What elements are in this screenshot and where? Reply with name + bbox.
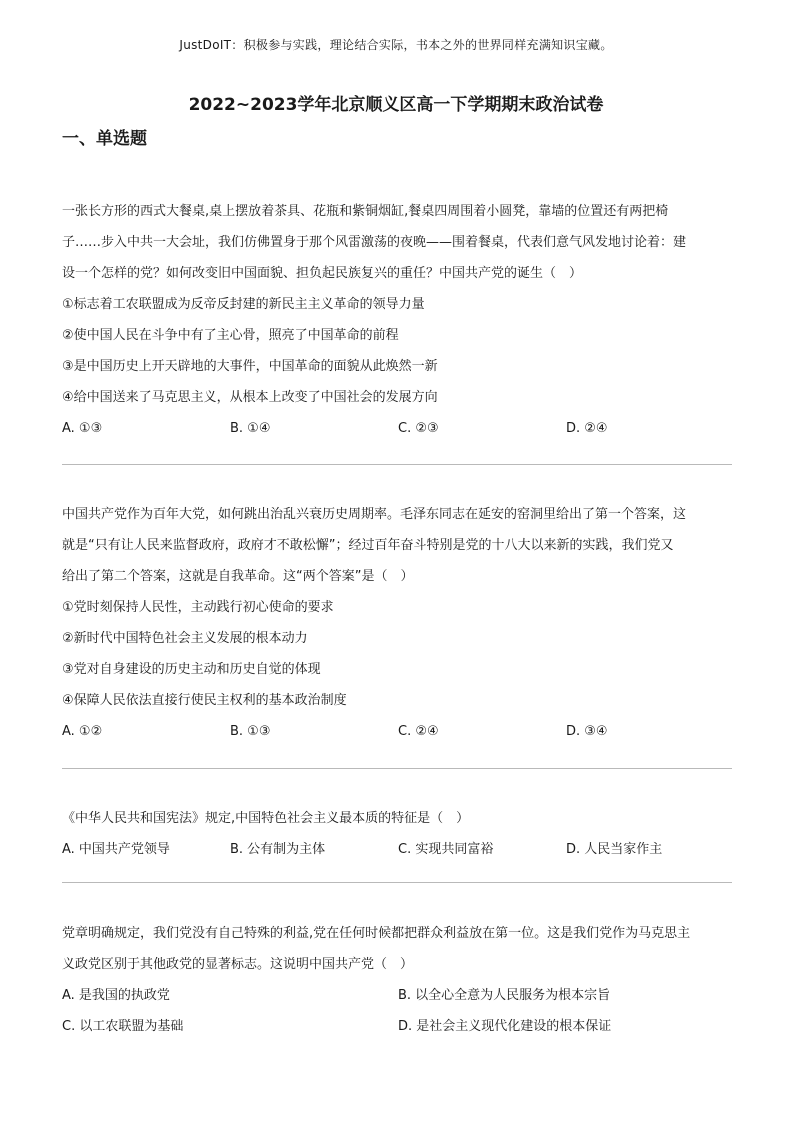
answer-options — [62, 980, 734, 1011]
question-stem — [62, 196, 734, 289]
option-d[interactable]: D. 人民当家作主 — [566, 842, 663, 857]
answer-options — [62, 1011, 734, 1042]
stem-line: 党章明确规定，我们党没有自己特殊的利益,党在任何时候都把群众利益放在第一位。这是我们党作为马克思主 — [62, 926, 691, 941]
option-b[interactable]: B. 公有制为主体 — [230, 842, 326, 857]
option-a[interactable]: A. 是我国的执政党 — [62, 988, 170, 1003]
answer-options — [62, 716, 734, 747]
divider — [62, 882, 732, 883]
question-stem — [62, 803, 734, 834]
option-b[interactable]: B. 以全心全意为人民服务为根本宗旨 — [398, 988, 611, 1003]
question-4 — [62, 918, 734, 1042]
stem-line: 一张长方形的西式大餐桌,桌上摆放着茶具、花瓶和紫铜烟缸,餐桌四周围着小圆凳，靠墙的位置还有两把椅 — [62, 204, 669, 219]
document-title: 2022~2023学年北京顺义区高一下学期期末政治试卷 — [188, 95, 604, 115]
section-title: 一、单选题 — [62, 129, 147, 149]
question-stem — [62, 499, 734, 592]
option-b[interactable]: B. ①③ — [230, 724, 271, 739]
option-d[interactable]: D. ②④ — [566, 421, 608, 436]
answer-options — [62, 834, 734, 865]
stem-line: 设一个怎样的党？如何改变旧中国面貌、担负起民族复兴的重任？中国共产党的诞生（ ） — [62, 266, 583, 281]
statement-item: ②新时代中国特色社会主义发展的根本动力 — [62, 631, 308, 646]
stem-line: 就是“只有让人民来监督政府，政府才不敢松懈”；经过百年奋斗特别是党的十八大以来新的实践，我们党又 — [62, 538, 674, 553]
statement-item: ④给中国送来了马克思主义，从根本上改变了中国社会的发展方向 — [62, 390, 438, 405]
statement-item: ③党对自身建设的历史主动和历史自觉的体现 — [62, 662, 321, 677]
stem-line: 给出了第二个答案，这就是自我革命。这“两个答案”是（ ） — [62, 569, 414, 584]
option-d[interactable]: D. ③④ — [566, 724, 608, 739]
option-a[interactable]: A. 中国共产党领导 — [62, 842, 170, 857]
stem-line: 子……步入中共一大会址，我们仿佛置身于那个风雷激荡的夜晚——围着餐桌，代表们意气风发地讨论着：建 — [62, 235, 687, 250]
option-c[interactable]: C. 实现共同富裕 — [398, 842, 494, 857]
stem-line: 《中华人民共和国宪法》规定,中国特色社会主义最本质的特征是（ ） — [62, 811, 470, 826]
statement-item: ①党时刻保持人民性，主动践行初心使命的要求 — [62, 600, 334, 615]
option-a[interactable]: A. ①③ — [62, 421, 103, 436]
statement-item: ②使中国人民在斗争中有了主心骨，照亮了中国革命的前程 — [62, 328, 399, 343]
question-3 — [62, 803, 734, 865]
option-c[interactable]: C. 以工农联盟为基础 — [62, 1019, 184, 1034]
option-b[interactable]: B. ①④ — [230, 421, 271, 436]
statement-item: ④保障人民依法直接行使民主权利的基本政治制度 — [62, 693, 347, 708]
option-d[interactable]: D. 是社会主义现代化建设的根本保证 — [398, 1019, 612, 1034]
option-a[interactable]: A. ①② — [62, 724, 103, 739]
statement-item: ①标志着工农联盟成为反帝反封建的新民主主义革命的领导力量 — [62, 297, 425, 312]
divider — [62, 464, 732, 465]
answer-options — [62, 413, 734, 444]
option-c[interactable]: C. ②③ — [398, 421, 439, 436]
stem-line: 中国共产党作为百年大党，如何跳出治乱兴衰历史周期率。毛泽东同志在延安的窑洞里给出了第一个答案，这 — [62, 507, 687, 522]
page-header: JustDoIT：积极参与实践，理论结合实际，书本之外的世界同样充满知识宝藏。 — [179, 38, 613, 52]
question-2 — [62, 499, 734, 747]
statement-item: ③是中国历史上开天辟地的大事件，中国革命的面貌从此焕然一新 — [62, 359, 438, 374]
question-stem — [62, 918, 734, 980]
divider — [62, 768, 732, 769]
question-1 — [62, 196, 734, 444]
option-c[interactable]: C. ②④ — [398, 724, 439, 739]
stem-line: 义政党区别于其他政党的显著标志。这说明中国共产党（ ） — [62, 957, 414, 972]
